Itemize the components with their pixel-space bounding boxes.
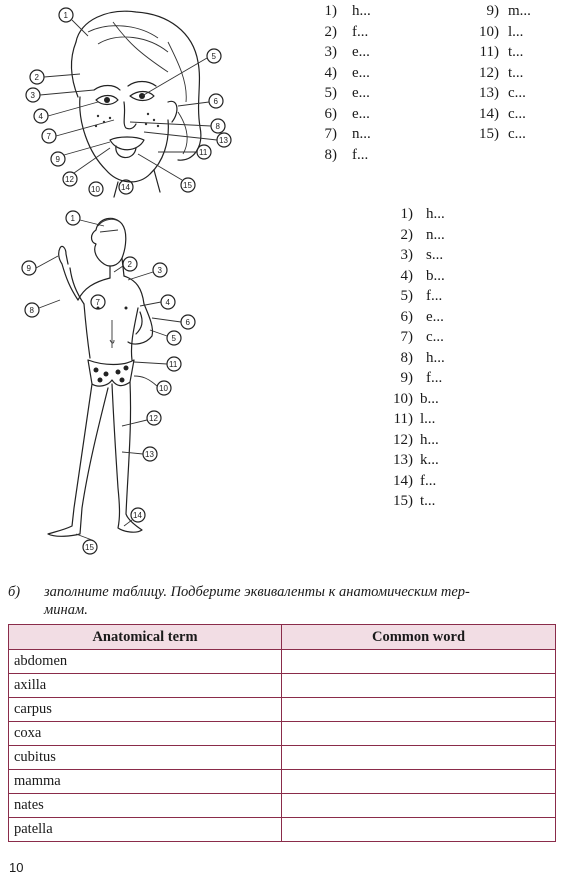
body-callout-14: 14 xyxy=(133,511,142,520)
head-callout-13: 13 xyxy=(219,136,228,145)
head-callout-7: 7 xyxy=(46,132,51,141)
list-item: 5) e... xyxy=(324,85,370,101)
body-callout-15: 15 xyxy=(85,543,94,552)
term-cell: cubitus xyxy=(9,746,282,770)
table-row xyxy=(9,818,556,842)
head-callout-2: 2 xyxy=(34,73,39,82)
list-item: 11) t... xyxy=(479,44,524,60)
body-callout-1: 1 xyxy=(70,214,75,223)
body-callout-2: 2 xyxy=(127,260,132,269)
answer-cell[interactable] xyxy=(282,818,556,842)
list-item: 1) h... xyxy=(324,3,371,19)
list-item: 13) k... xyxy=(393,452,439,468)
term-cell: coxa xyxy=(9,722,282,746)
body-callout-10: 10 xyxy=(159,384,168,393)
list-item: 1) h... xyxy=(400,206,445,222)
term-cell: axilla xyxy=(9,674,282,698)
column-header-anatomical-term: Anatomical term xyxy=(9,625,282,650)
head-callout-4: 4 xyxy=(38,112,43,121)
body-callout-11: 11 xyxy=(169,360,178,369)
head-callout-8: 8 xyxy=(215,122,220,131)
head-callout-9: 9 xyxy=(55,155,60,164)
head-callout-15: 15 xyxy=(183,181,192,190)
answer-cell[interactable] xyxy=(282,770,556,794)
body-callout-6: 6 xyxy=(185,318,190,327)
answer-cell[interactable] xyxy=(282,674,556,698)
table-row xyxy=(9,746,556,770)
exercise-marker: б) xyxy=(8,584,21,600)
column-header-common-word: Common word xyxy=(282,625,556,650)
list-item: 2) n... xyxy=(400,226,445,243)
list-item: 10) l... xyxy=(479,23,524,40)
list-item: 7) c... xyxy=(400,329,444,345)
term-cell: abdomen xyxy=(9,650,282,674)
body-callout-5: 5 xyxy=(171,334,176,343)
list-item: 7) n... xyxy=(324,126,371,142)
table-header-row xyxy=(9,625,556,650)
term-cell: nates xyxy=(9,794,282,818)
term-cell: mamma xyxy=(9,770,282,794)
head-callout-3: 3 xyxy=(30,91,35,100)
body-terms-list xyxy=(393,204,445,512)
body-callout-9: 9 xyxy=(26,264,31,273)
head-callout-1: 1 xyxy=(63,11,68,20)
list-item: 12) h... xyxy=(393,431,439,448)
instruction-line-2: минам. xyxy=(44,602,88,618)
head-terms-list-left xyxy=(319,1,371,165)
term-cell: patella xyxy=(9,818,282,842)
list-item: 6) e... xyxy=(324,105,370,122)
list-item: 8) f... xyxy=(324,146,369,163)
answer-cell[interactable] xyxy=(282,794,556,818)
list-item: 3) e... xyxy=(324,44,370,60)
list-item: 14) c... xyxy=(479,105,526,122)
exercise-instruction xyxy=(8,583,558,619)
answer-cell[interactable] xyxy=(282,698,556,722)
body-callout-7: 7 xyxy=(95,298,100,307)
answer-cell[interactable] xyxy=(282,746,556,770)
body-callout-3: 3 xyxy=(157,266,162,275)
list-item: 9) f... xyxy=(400,370,443,386)
terms-table xyxy=(8,624,556,842)
list-item: 12) t... xyxy=(479,64,524,81)
list-item: 11) l... xyxy=(393,411,436,427)
body-callout-4: 4 xyxy=(165,298,170,307)
list-item: 15) c... xyxy=(479,126,526,142)
list-item: 4) e... xyxy=(324,64,370,81)
list-item: 2) f... xyxy=(324,23,369,40)
table-row xyxy=(9,722,556,746)
table-row xyxy=(9,650,556,674)
head-callout-5: 5 xyxy=(211,52,216,61)
head-callout-10: 10 xyxy=(91,185,100,194)
head-callout-6: 6 xyxy=(213,97,218,106)
list-item: 8) h... xyxy=(400,349,445,366)
page-number: 10 xyxy=(9,860,24,875)
list-item: 15) t... xyxy=(393,493,436,509)
list-item: 14) f... xyxy=(393,472,437,489)
body-callout-8: 8 xyxy=(29,306,34,315)
head-terms-list-right xyxy=(471,1,531,145)
term-cell: carpus xyxy=(9,698,282,722)
body-illustration xyxy=(18,208,193,558)
table-row xyxy=(9,674,556,698)
table-row xyxy=(9,698,556,722)
head-callout-14: 14 xyxy=(121,183,130,192)
body-callout-13: 13 xyxy=(145,450,154,459)
answer-cell[interactable] xyxy=(282,650,556,674)
table-row xyxy=(9,794,556,818)
list-item: 9) m... xyxy=(486,3,531,19)
instruction-line-1: заполните таблицу. Подберите эквиваленты к анатомическим тер- xyxy=(44,584,470,600)
list-item: 5) f... xyxy=(400,288,443,304)
list-item: 4) b... xyxy=(400,267,445,284)
head-callout-12: 12 xyxy=(65,175,74,184)
list-item: 10) b... xyxy=(393,390,439,407)
list-item: 6) e... xyxy=(400,308,444,325)
answer-cell[interactable] xyxy=(282,722,556,746)
list-item: 3) s... xyxy=(400,247,444,263)
head-illustration xyxy=(18,2,228,197)
head-callout-11: 11 xyxy=(199,148,208,157)
table-row xyxy=(9,770,556,794)
list-item: 13) c... xyxy=(479,85,526,101)
body-callout-12: 12 xyxy=(149,414,158,423)
